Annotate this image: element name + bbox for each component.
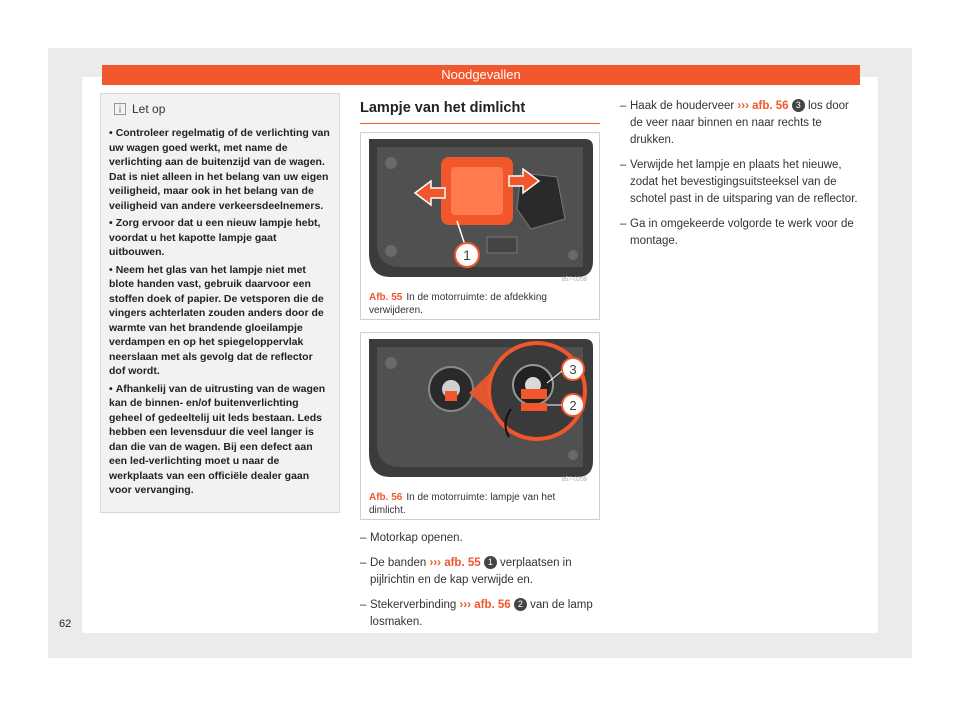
note-item: • Controleer regelmatig of de verlichting van uw wagen goed werkt, met name de verlichting aan de buitenzijd van de wagen. Dat is niet alleen in het belang van uw eigen veiligheid, maar ook in het belang van de veiligheid van andere verkeersdeelnemers. (109, 127, 330, 212)
note-title-text: Let op (132, 102, 166, 116)
headlight-bulb-illustration (361, 333, 599, 485)
steps-list-left (360, 530, 604, 639)
section-title: Lampje van het dimlicht (360, 100, 526, 116)
title-divider (360, 123, 600, 124)
steps-list-right (620, 98, 860, 258)
figure-56 (360, 332, 600, 520)
figure-caption-text: In de motorruimte: lampje van het dimlicht. (369, 492, 556, 516)
callout-badge: 1 (484, 556, 497, 569)
note-item: • Afhankelij van de uitrusting van de wagen kan de binnen- en/of buitenverlichting geheel of gedeeltelij uit leds bestaan. Leds hebben een levensduur die veel langer is dan die van de wagen. Bij een defect aan een led-verlichting moet u naar de werkplaats van een officiële dealer gaan voor vervanging. (109, 382, 326, 496)
note-title (114, 102, 331, 116)
header-title: Noodgevallen (441, 67, 521, 82)
callout-number: 1 (463, 247, 471, 263)
figure-code: 857-0209 (561, 477, 587, 483)
figure-link[interactable]: ››› afb. 56 (737, 100, 789, 112)
step-text: Verwijde het lampje en plaats het nieuwe, zodat het bevestigingsuitsteeksel van de schotel past in de uitsparing van de reflector. (630, 159, 858, 205)
figure-caption (361, 285, 599, 317)
figure-code: 857-0208 (561, 277, 587, 283)
step-item: – Verwijde het lampje en plaats het nieuwe, zodat het bevestigingsuitsteeksel van de schotel past in de uitsparing van de reflector. (620, 157, 860, 208)
figure-caption-text: In de motorruimte: de afdekking verwijderen. (369, 292, 547, 316)
step-text: Motorkap openen. (370, 532, 463, 544)
page-number: 62 (59, 618, 72, 630)
callout-number: 2 (569, 398, 577, 413)
step-item: – Haak de houderveer ››› afb. 56 3 los door de veer naar binnen en naar rechts te drukken. (620, 100, 849, 146)
step-item: – De banden ››› afb. 55 1 verplaatsen in pijlrichtin en de kap verwijde en. (360, 557, 572, 586)
callout-number: 3 (569, 362, 577, 377)
figure-55 (360, 132, 600, 320)
figure-caption (361, 485, 599, 517)
figure-link[interactable]: ››› afb. 55 (429, 557, 481, 569)
callout-badge: 3 (792, 99, 805, 112)
step-item: – Motorkap openen. (360, 530, 604, 547)
step-item: – Ga in omgekeerde volgorde te werk voor de montage. (620, 216, 860, 250)
headlight-cover-illustration (361, 133, 599, 285)
warning-note (100, 93, 340, 513)
step-text: Ga in omgekeerde volgorde te werk voor de montage. (630, 218, 854, 247)
info-icon (114, 103, 126, 115)
figure-link[interactable]: ››› afb. 56 (459, 599, 511, 611)
step-item: – Stekerverbinding ››› afb. 56 2 van de lamp losmaken. (360, 599, 593, 628)
figure-ref: Afb. 55 (369, 292, 403, 303)
note-item: • Neem het glas van het lampje niet met blote handen vast, gebruik daarvoor een stoffen doek of papier. De vetsporen die de vingers achterlaten zouden anders door de warmte van het brandende gloeilampje verdampen en op het spiegeloppervlak neerslaan met als gevolg dat de reflector dof wordt. (109, 263, 324, 377)
page-header (102, 65, 860, 85)
figure-ref: Afb. 56 (369, 492, 403, 503)
note-item: • Zorg ervoor dat u een nieuw lampje hebt, voordat u het kapotte lampje gaat uitbouwen. (109, 217, 321, 258)
callout-badge: 2 (514, 598, 527, 611)
